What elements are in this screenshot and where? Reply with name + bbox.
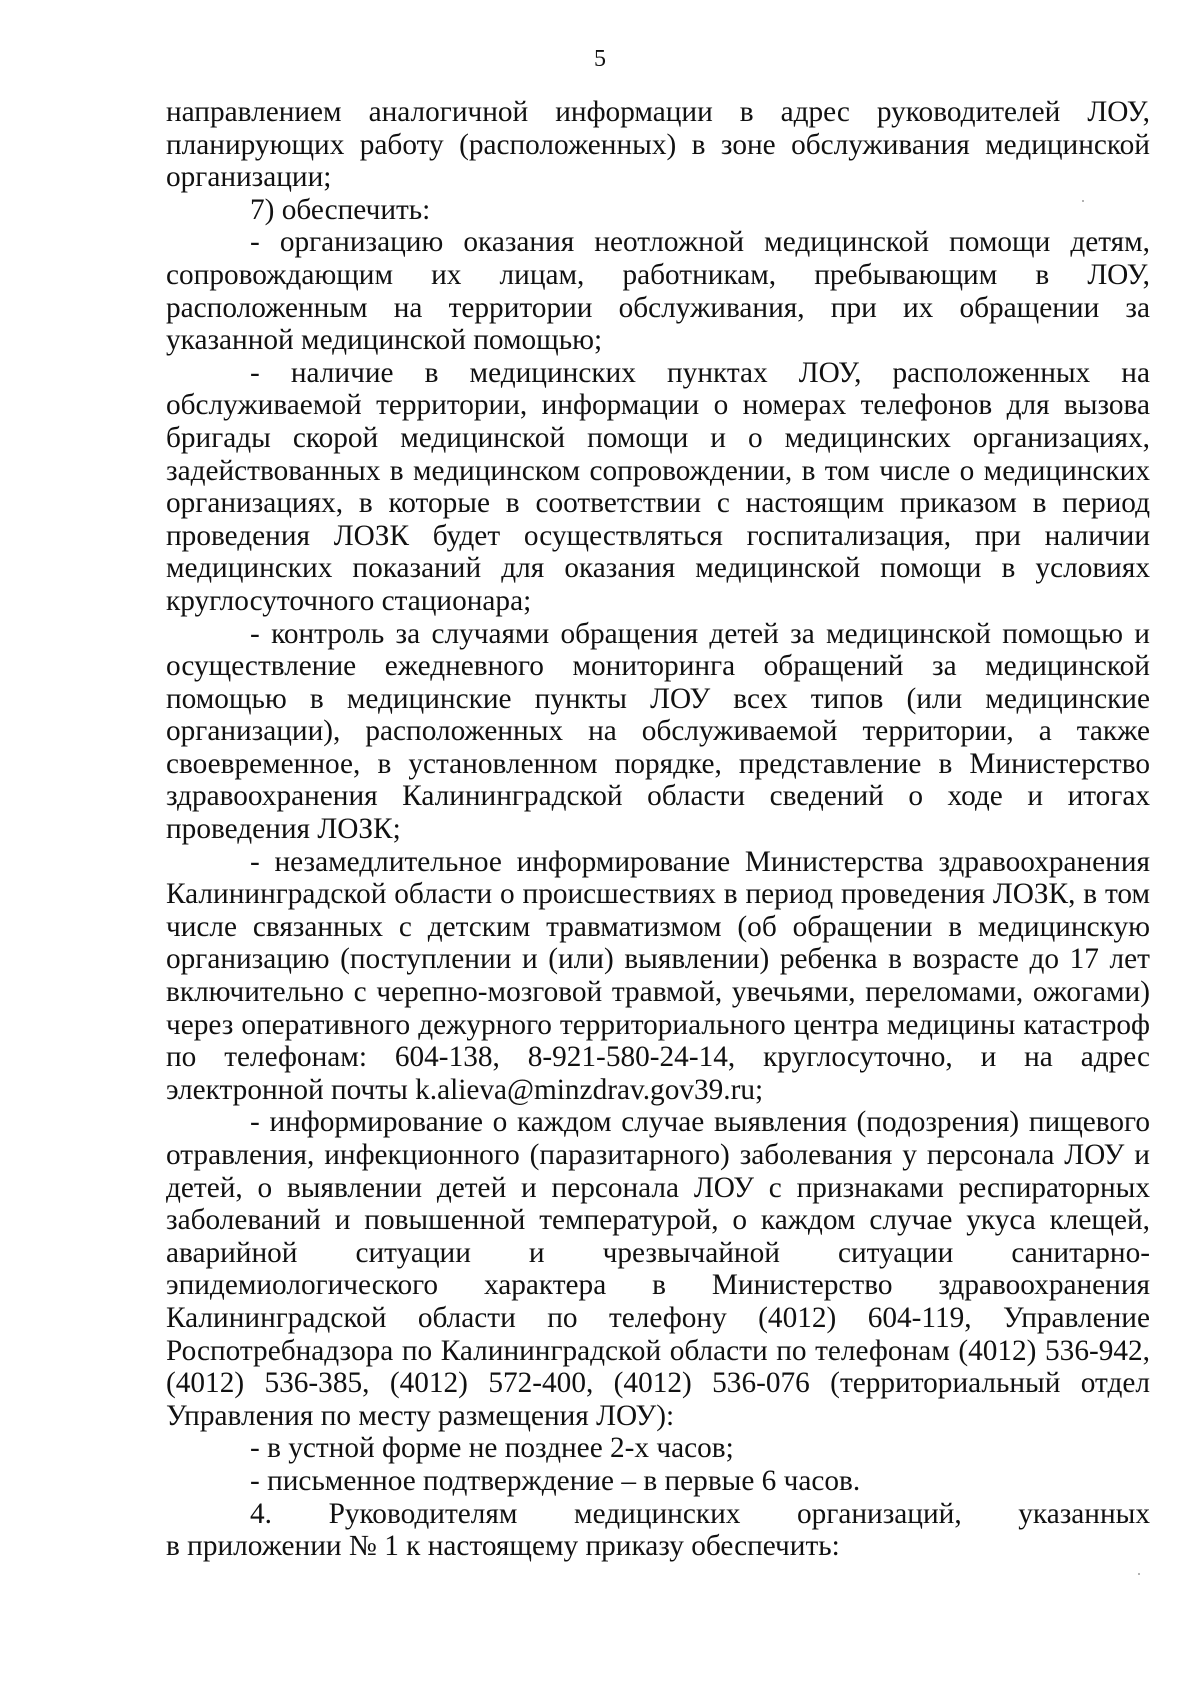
paragraph-incident-reporting: - незамедлительное информирование Министерства здравоохранения Калининградской области о происшествиях в период проведения ЛОЗК, в том числе связанных с детским травматизмом (об обращении в медицинскую организацию (поступлении и (или) выявлении) ребенка в возрасте до 17 лет включительно с черепно-мозговой травмой, увечьями, переломами, ожогами) через оперативного дежурного территориального центра медицины катастроф по телефонам: 604-138, 8-921-580-24-14, круглосуточно, и на адрес электронной почты k.alieva@minzdrav.gov39.ru; [166, 845, 1150, 1106]
paragraph-item-7: 7) обеспечить: [250, 193, 431, 226]
document-body [166, 96, 1150, 1563]
paragraph-continuation: направлением аналогичной информации в адрес руководителей ЛОУ, планирующих работу (расположенных) в зоне обслуживания медицинской организации; [166, 96, 1150, 194]
scan-speck [1082, 200, 1084, 202]
paragraph-monitoring: - контроль за случаями обращения детей за медицинской помощью и осуществление ежедневного мониторинга обращений за медицинской помощью в медицинские пункты ЛОУ всех типов (или медицинские организации), расположенных на обслуживаемой территории, а также своевременное, в установленном порядке, представление в Министерство здравоохранения Калининградской области сведений о ходе и итогах проведения ЛОЗК; [166, 617, 1150, 846]
section-4-continuation: в приложении № 1 к настоящему приказу обеспечить: [166, 1530, 840, 1563]
scan-speck [1138, 1573, 1140, 1575]
paragraph-emergency-care: - организацию оказания неотложной медицинской помощи детям, сопровождающим их лицам, работникам, пребывающим в ЛОУ, расположенным на территории обслуживания, при их обращении за указанной медицинской помощью; [166, 226, 1150, 357]
section-4-heading: 4. Руководителям медицинских организаций, указанных [250, 1497, 1150, 1530]
paragraph-infection-reporting: - информирование о каждом случае выявления (подозрения) пищевого отравления, инфекционного (паразитарного) заболевания у персонала ЛОУ и детей, о выявлении детей и персонала ЛОУ с признаками респираторных заболеваний и повышенной температурой, о каждом случае укуса клещей, аварийной ситуации и чрезвычайной ситуации санитарно-эпидемиологического характера в Министерство здравоохранения Калининградской области по телефону (4012) 604-119, Управление Роспотребнадзора по Калининградской области по телефонам (4012) 536-942, (4012) 536-385, (4012) 572-400, (4012) 536-076 (территориальный отдел Управления по месту размещения ЛОУ): [166, 1106, 1150, 1432]
page-number: 5 [594, 46, 606, 72]
paragraph-phone-info: - наличие в медицинских пунктах ЛОУ, расположенных на обслуживаемой территории, информации о номерах телефонов для вызова бригады скорой медицинской помощи и о медицинских организациях, задействованных в медицинском сопровождении, в том числе о медицинских организациях, в которые в соответствии с настоящим приказом в период проведения ЛОЗК будет осуществляться госпитализация, при наличии медицинских показаний для оказания медицинской помощи в условиях круглосуточного стационара; [166, 356, 1150, 617]
paragraph-written-confirmation: - письменное подтверждение – в первые 6 часов. [250, 1464, 861, 1497]
paragraph-oral-form: - в устной форме не позднее 2-х часов; [250, 1432, 734, 1465]
